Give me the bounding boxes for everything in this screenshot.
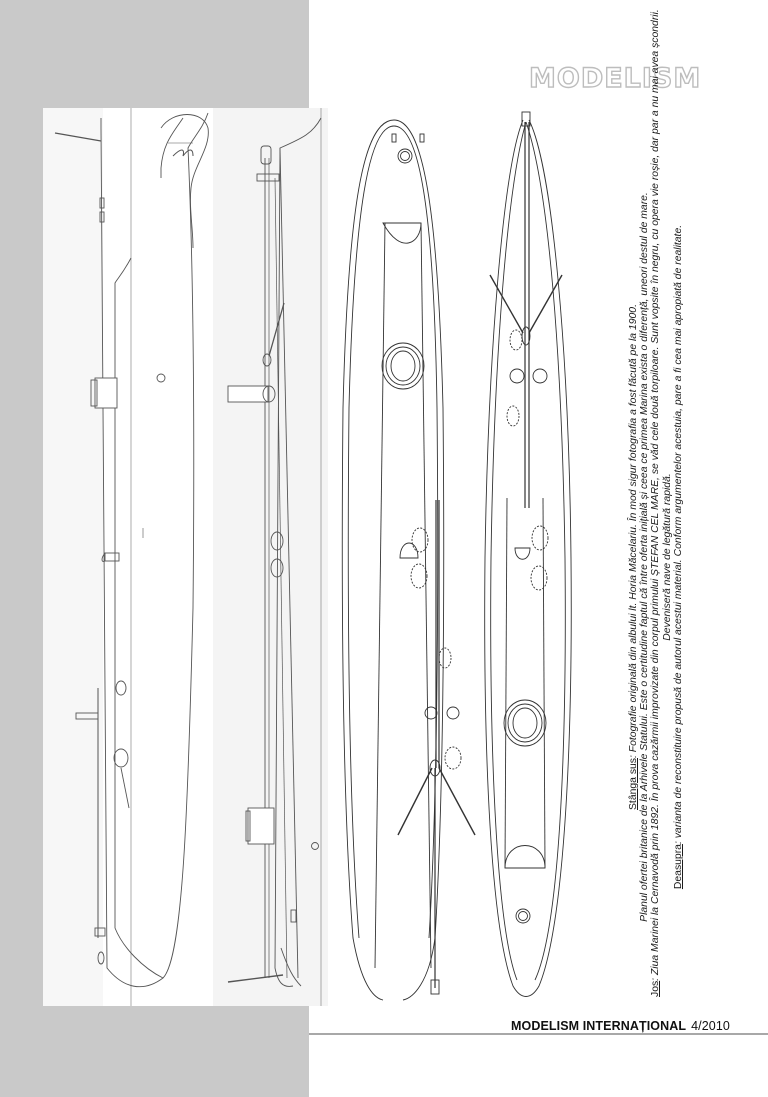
caption-text-3: : Ziua Marinei la Cernavodă prin 1892. În prova cazărmii improvizate din corpul primului ȘTEFAN CEL MARE, se văd cele două torpiloare. Sunt vopsite în negru, cu opera vie roșie, dar par a nu mai avea școndrii. — [650, 9, 662, 981]
caption-label-above: Deasupra — [672, 844, 684, 890]
magazine-logo: MODELISM — [529, 63, 702, 94]
magazine-name: MODELISM INTERNAȚIONAL — [511, 1019, 687, 1033]
deck-plan-original — [342, 120, 475, 1000]
caption-text-4: Deveniseră nave de legătură rapidă. — [661, 473, 673, 641]
footer-divider — [309, 1033, 768, 1035]
issue-number: 4/2010 — [691, 1019, 730, 1033]
caption-line-4 — [662, 117, 673, 997]
caption-text-1: : Fotografie originală din albului lt. Horia Măcelariu. În mod sigur fotografia a fost făcută pe la 1900. — [627, 304, 639, 758]
caption-label-top-left: Stânga sus — [627, 758, 639, 810]
page-footer — [511, 1019, 730, 1033]
figure-caption — [627, 9, 684, 997]
caption-line-1 — [628, 117, 639, 997]
deck-plan-reconstruction — [485, 112, 572, 997]
caption-label-bottom: Jos — [650, 980, 662, 997]
caption-line-2 — [639, 117, 650, 997]
caption-line-3 — [650, 9, 662, 997]
caption-text-5: : varianta de reconstituire propusă de autorul acestui material. Conform argumentelor acestuia, pare a fi cea mai apropiată de realitate. — [672, 224, 684, 845]
caption-line-5 — [673, 117, 684, 997]
caption-text-2: Planul ofertei britanice de la Arhivele Statului. Este o certitudine faptul că între oferta inițială și ceea ce primea Marina exista o diferență, uneori destul de mare. — [639, 192, 651, 922]
ship-plans-figure — [43, 108, 601, 1006]
